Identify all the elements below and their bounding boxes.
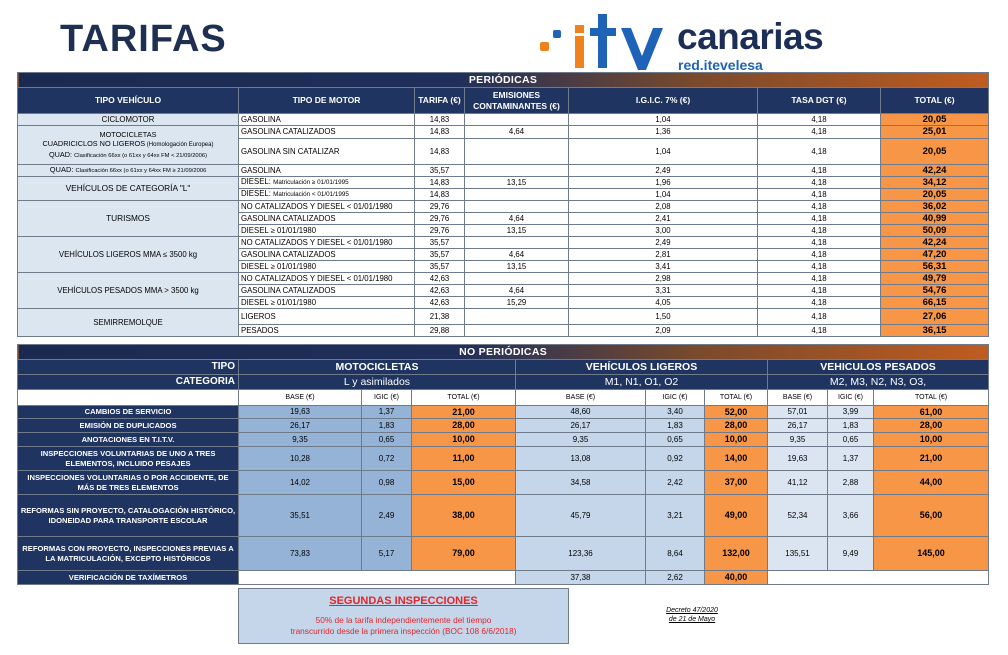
table-row [18, 471, 989, 495]
sub-header-base: BASE (€) [239, 390, 362, 406]
categoria-ligeros: M1, N1, O1, O2 [516, 375, 768, 390]
igic-cell: 1,83 [362, 419, 412, 433]
group-motocicletas-line2 [20, 139, 236, 150]
total-cell: 21,00 [874, 447, 989, 471]
emisiones-cell [465, 237, 569, 249]
igic-cell: 3,31 [569, 285, 758, 297]
tasa-cell: 4,18 [758, 225, 881, 237]
segundas-line-2: transcurrido desde la primera inspección (BOC 108 6/6/2018) [290, 626, 517, 637]
emisiones-cell: 4,64 [465, 249, 569, 261]
igic-cell: 2,81 [569, 249, 758, 261]
motor-cell: NO CATALIZADOS Y DIESEL < 01/01/1980 [239, 273, 415, 285]
motor-cell-a: DIESEL: [241, 177, 274, 187]
group-motocicletas [18, 126, 239, 165]
tipo-label: TIPO [18, 360, 239, 375]
motor-cell: DIESEL ≥ 01/01/1980 [239, 261, 415, 273]
blank-cell [18, 390, 239, 406]
emisiones-cell: 15,29 [465, 297, 569, 309]
group-ciclomotor: CICLOMOTOR [18, 114, 239, 126]
base-cell: 35,51 [239, 495, 362, 537]
motor-cell: GASOLINA SIN CATALIZAR [239, 139, 415, 165]
total-cell: 20,05 [881, 114, 989, 126]
total-cell: 44,00 [874, 471, 989, 495]
motor-cell [239, 177, 415, 189]
igic-cell: 0,65 [646, 433, 705, 447]
row-label: INSPECCIONES VOLUNTARIAS DE UNO A TRES ELEMENTOS, INCLUIDO PESAJES [18, 447, 239, 471]
igic-cell: 3,66 [828, 495, 874, 537]
tarifa-cell: 14,83 [415, 177, 465, 189]
emisiones-cell: 13,15 [465, 225, 569, 237]
base-cell: 52,34 [768, 495, 828, 537]
table-row [18, 201, 989, 213]
igic-cell: 1,37 [828, 447, 874, 471]
total-cell: 132,00 [705, 537, 768, 571]
igic-cell: 5,17 [362, 537, 412, 571]
base-cell: 41,12 [768, 471, 828, 495]
igic-cell: 1,50 [569, 309, 758, 325]
tarifa-cell: 29,76 [415, 213, 465, 225]
total-cell: 34,12 [881, 177, 989, 189]
row-label: REFORMAS SIN PROYECTO, CATALOGACIÓN HISTÓRICO, IDONEIDAD PARA TRANSPORTE ESCOLAR [18, 495, 239, 537]
table-row [18, 114, 989, 126]
base-cell: 123,36 [516, 537, 646, 571]
sub-header-total: TOTAL (€) [705, 390, 768, 406]
total-cell: 10,00 [412, 433, 516, 447]
table-row [18, 177, 989, 189]
igic-cell: 2,08 [569, 201, 758, 213]
table-row [18, 406, 989, 419]
emisiones-cell: 13,15 [465, 177, 569, 189]
tarifa-cell: 21,38 [415, 309, 465, 325]
sub-header-igic: IGIC (€) [646, 390, 705, 406]
igic-cell: 2,98 [569, 273, 758, 285]
total-cell: 36,15 [881, 325, 989, 337]
motor-cell: PESADOS [239, 325, 415, 337]
tarifa-cell: 14,83 [415, 139, 465, 165]
itv-canarias-logo [535, 12, 835, 74]
row-label: CAMBIOS DE SERVICIO [18, 406, 239, 419]
group-motocicletas-line3 [20, 150, 236, 160]
tasa-cell: 4,18 [758, 273, 881, 285]
segundas-inspecciones-text [239, 615, 568, 637]
motor-cell: NO CATALIZADOS Y DIESEL < 01/01/1980 [239, 237, 415, 249]
total-cell: 61,00 [874, 406, 989, 419]
emisiones-cell [465, 201, 569, 213]
tarifa-cell: 29,76 [415, 201, 465, 213]
tasa-cell: 4,18 [758, 177, 881, 189]
table-row [18, 537, 989, 571]
header-tipo-vehiculo: TIPO VEHÍCULO [18, 88, 239, 114]
group-quad-a: QUAD: [49, 165, 76, 175]
segundas-inspecciones-title: SEGUNDAS INSPECCIONES [329, 595, 478, 607]
table-row [18, 433, 989, 447]
categoria-label: CATEGORIA [18, 375, 239, 390]
logo-i-stem [575, 36, 584, 68]
base-cell: 10,28 [239, 447, 362, 471]
motor-cell: NO CATALIZADOS Y DIESEL < 01/01/1980 [239, 201, 415, 213]
total-cell: 38,00 [412, 495, 516, 537]
logo-v-shape [621, 28, 663, 70]
group-vehiculos-pesados: VEHÍCULOS PESADOS MMA > 3500 kg [18, 273, 239, 309]
tarifa-cell: 35,57 [415, 249, 465, 261]
tarifa-cell: 35,57 [415, 237, 465, 249]
tasa-cell: 4,18 [758, 249, 881, 261]
decreto-line-2: de 21 de Mayo [668, 616, 716, 624]
tasa-cell: 4,18 [758, 165, 881, 177]
header-emisiones: EMISIONES CONTAMINANTES (€) [465, 88, 569, 114]
igic-cell: 4,05 [569, 297, 758, 309]
motor-cell: GASOLINA CATALIZADOS [239, 126, 415, 139]
tasa-cell: 4,18 [758, 201, 881, 213]
igic-cell: 0,72 [362, 447, 412, 471]
total-cell: 10,00 [705, 433, 768, 447]
motor-cell: LIGEROS [239, 309, 415, 325]
sub-header-base: BASE (€) [768, 390, 828, 406]
base-cell: 19,63 [768, 447, 828, 471]
total-cell: 20,05 [881, 139, 989, 165]
emisiones-cell: 13,15 [465, 261, 569, 273]
group-quad-b: Clasificación 66xx (o 61xx y 64xx FM ≥ 21/09/2006 [75, 168, 207, 175]
total-cell: 20,05 [881, 189, 989, 201]
total-cell: 15,00 [412, 471, 516, 495]
sub-header-igic: IGIC (€) [362, 390, 412, 406]
tasa-cell: 4,18 [758, 237, 881, 249]
emisiones-cell: 4,64 [465, 285, 569, 297]
emisiones-cell [465, 325, 569, 337]
logo-dot-blue [553, 30, 561, 38]
emisiones-cell [465, 165, 569, 177]
logo-sub-text: red.itevelesa [678, 57, 763, 73]
total-cell: 49,00 [705, 495, 768, 537]
group-header-ligeros: VEHÍCULOS LIGEROS [516, 360, 768, 375]
decreto-line-1: Decreto 47/2020 [666, 607, 718, 614]
tarifa-cell: 14,83 [415, 114, 465, 126]
total-cell: 28,00 [705, 419, 768, 433]
igic-cell: 1,96 [569, 177, 758, 189]
total-cell: 40,00 [705, 571, 768, 585]
igic-cell: 2,49 [569, 237, 758, 249]
total-cell: 56,00 [874, 495, 989, 537]
segundas-line-1: 50% de la tarifa independientemente del tiempo [315, 615, 492, 625]
igic-cell: 2,49 [569, 165, 758, 177]
tasa-cell: 4,18 [758, 114, 881, 126]
categoria-motocicletas: L y asimilados [239, 375, 516, 390]
group-turismos: TURISMOS [18, 201, 239, 237]
igic-cell: 1,37 [362, 406, 412, 419]
motor-cell: GASOLINA [239, 114, 415, 126]
total-cell: 21,00 [412, 406, 516, 419]
total-cell: 56,31 [881, 261, 989, 273]
page-title: TARIFAS [60, 18, 227, 60]
empty-cell [768, 571, 989, 585]
igic-cell: 2,41 [569, 213, 758, 225]
tarifa-cell: 42,63 [415, 297, 465, 309]
tasa-cell: 4,18 [758, 139, 881, 165]
motor-cell-b: Matriculación < 01/01/1995 [273, 191, 349, 199]
no-periodicas-section-title: NO PERIÓDICAS [18, 345, 989, 360]
base-cell: 19,63 [239, 406, 362, 419]
group-motocicletas-line3b: Clasificación 66xx (o 61xx y 64xx FM < 21/09/2006) [74, 152, 208, 159]
logo-t-bar [590, 28, 616, 36]
tasa-cell: 4,18 [758, 261, 881, 273]
total-cell: 52,00 [705, 406, 768, 419]
tarifa-cell: 42,63 [415, 273, 465, 285]
header-tarifa: TARIFA (€) [415, 88, 465, 114]
categoria-pesados: M2, M3, N2, N3, O3, [768, 375, 989, 390]
row-label: EMISIÓN DE DUPLICADOS [18, 419, 239, 433]
base-cell: 9,35 [516, 433, 646, 447]
motor-cell: DIESEL ≥ 01/01/1980 [239, 225, 415, 237]
sub-header-total: TOTAL (€) [412, 390, 516, 406]
igic-cell: 0,92 [646, 447, 705, 471]
igic-cell: 2,49 [362, 495, 412, 537]
total-cell: 28,00 [412, 419, 516, 433]
total-cell: 47,20 [881, 249, 989, 261]
igic-cell: 1,04 [569, 114, 758, 126]
igic-cell: 3,99 [828, 406, 874, 419]
base-cell: 57,01 [768, 406, 828, 419]
tasa-cell: 4,18 [758, 213, 881, 225]
total-cell: 40,99 [881, 213, 989, 225]
emisiones-cell [465, 189, 569, 201]
header-tasa-dgt: TASA DGT (€) [758, 88, 881, 114]
emisiones-cell: 4,64 [465, 213, 569, 225]
total-cell: 42,24 [881, 165, 989, 177]
tarifa-cell: 29,76 [415, 225, 465, 237]
motor-cell [239, 189, 415, 201]
emisiones-cell [465, 114, 569, 126]
table-row [18, 447, 989, 471]
table-row [18, 309, 989, 325]
table-row [18, 126, 989, 139]
base-cell: 34,58 [516, 471, 646, 495]
base-cell: 26,17 [768, 419, 828, 433]
base-cell: 14,02 [239, 471, 362, 495]
table-row [18, 571, 989, 585]
igic-cell: 3,00 [569, 225, 758, 237]
igic-cell: 3,40 [646, 406, 705, 419]
periodicas-section-title: PERIÓDICAS [18, 73, 989, 88]
tasa-cell: 4,18 [758, 285, 881, 297]
base-cell: 9,35 [239, 433, 362, 447]
no-periodicas-table [17, 344, 989, 585]
group-semirremolque: SEMIRREMOLQUE [18, 309, 239, 337]
total-cell: 14,00 [705, 447, 768, 471]
row-label: REFORMAS CON PROYECTO, INSPECCIONES PREVIAS A LA MATRICULACIÓN, EXCEPTO HISTÓRICOS [18, 537, 239, 571]
table-row [18, 273, 989, 285]
row-label: INSPECCIONES VOLUNTARIAS O POR ACCIDENTE, DE MÁS DE TRES ELEMENTOS [18, 471, 239, 495]
base-cell: 45,79 [516, 495, 646, 537]
sub-header-total: TOTAL (€) [874, 390, 989, 406]
total-cell: 37,00 [705, 471, 768, 495]
igic-cell: 1,04 [569, 139, 758, 165]
tasa-cell: 4,18 [758, 189, 881, 201]
group-vehiculos-ligeros: VEHÍCULOS LIGEROS MMA ≤ 3500 kg [18, 237, 239, 273]
total-cell: 66,15 [881, 297, 989, 309]
motor-cell: GASOLINA CATALIZADOS [239, 285, 415, 297]
itv-logo-mark-icon [535, 12, 675, 74]
igic-cell: 8,64 [646, 537, 705, 571]
igic-cell: 1,36 [569, 126, 758, 139]
tasa-cell: 4,18 [758, 325, 881, 337]
row-label: ANOTACIONES EN T.I.T.V. [18, 433, 239, 447]
igic-cell: 1,04 [569, 189, 758, 201]
emisiones-cell: 4,64 [465, 126, 569, 139]
group-motocicletas-line2a: CUADRICICLOS NO LIGEROS [42, 139, 146, 149]
motor-cell: DIESEL ≥ 01/01/1980 [239, 297, 415, 309]
igic-cell: 0,65 [828, 433, 874, 447]
table-row [18, 165, 989, 177]
base-cell: 26,17 [239, 419, 362, 433]
base-cell: 9,35 [768, 433, 828, 447]
igic-cell: 1,83 [646, 419, 705, 433]
total-cell: 25,01 [881, 126, 989, 139]
table-row [18, 419, 989, 433]
logo-i-dot [575, 25, 584, 33]
decreto-note [632, 606, 752, 625]
motor-cell-a: DIESEL: [241, 189, 274, 199]
base-cell: 135,51 [768, 537, 828, 571]
base-cell: 26,17 [516, 419, 646, 433]
igic-cell: 2,62 [646, 571, 705, 585]
sub-header-igic: IGIC (€) [828, 390, 874, 406]
total-cell: 36,02 [881, 201, 989, 213]
tarifa-cell: 14,83 [415, 126, 465, 139]
header-igic: I.G.I.C. 7% (€) [569, 88, 758, 114]
emisiones-cell [465, 139, 569, 165]
table-row [18, 237, 989, 249]
group-header-motocicletas: MOTOCICLETAS [239, 360, 516, 375]
motor-cell: GASOLINA CATALIZADOS [239, 249, 415, 261]
igic-cell: 0,65 [362, 433, 412, 447]
igic-cell: 1,83 [828, 419, 874, 433]
logo-dot-orange [540, 42, 549, 51]
total-cell: 49,79 [881, 273, 989, 285]
tarifa-cell: 42,63 [415, 285, 465, 297]
group-motocicletas-line3a: QUAD: [48, 149, 75, 159]
tarifa-cell: 35,57 [415, 261, 465, 273]
igic-cell: 3,21 [646, 495, 705, 537]
segundas-inspecciones-box [238, 588, 569, 644]
group-motocicletas-line2b: (Homologación Europea) [145, 142, 214, 149]
row-label: VERIFICACIÓN DE TAXÍMETROS [18, 571, 239, 585]
total-cell: 10,00 [874, 433, 989, 447]
periodicas-table [17, 72, 989, 337]
base-cell: 13,08 [516, 447, 646, 471]
empty-cell [239, 571, 516, 585]
group-quad [18, 165, 239, 177]
header-tipo-motor: TIPO DE MOTOR [239, 88, 415, 114]
motor-cell-b: Matriculación ≥ 01/01/1995 [273, 179, 349, 187]
tasa-cell: 4,18 [758, 309, 881, 325]
emisiones-cell [465, 273, 569, 285]
base-cell: 37,38 [516, 571, 646, 585]
total-cell: 27,06 [881, 309, 989, 325]
table-row [18, 495, 989, 537]
igic-cell: 2,88 [828, 471, 874, 495]
total-cell: 54,76 [881, 285, 989, 297]
base-cell: 73,83 [239, 537, 362, 571]
group-categoria-l: VEHÍCULOS DE CATEGORÍA "L" [18, 177, 239, 201]
total-cell: 79,00 [412, 537, 516, 571]
tarifa-cell: 35,57 [415, 165, 465, 177]
sub-header-base: BASE (€) [516, 390, 646, 406]
igic-cell: 9,49 [828, 537, 874, 571]
tarifa-cell: 14,83 [415, 189, 465, 201]
total-cell: 11,00 [412, 447, 516, 471]
igic-cell: 2,09 [569, 325, 758, 337]
motor-cell: GASOLINA CATALIZADOS [239, 213, 415, 225]
emisiones-cell [465, 309, 569, 325]
total-cell: 28,00 [874, 419, 989, 433]
total-cell: 42,24 [881, 237, 989, 249]
tasa-cell: 4,18 [758, 126, 881, 139]
igic-cell: 3,41 [569, 261, 758, 273]
total-cell: 50,09 [881, 225, 989, 237]
group-motocicletas-line1: MOTOCICLETAS [99, 130, 157, 140]
total-cell: 145,00 [874, 537, 989, 571]
tarifa-cell: 29,88 [415, 325, 465, 337]
tasa-cell: 4,18 [758, 297, 881, 309]
group-header-pesados: VEHICULOS PESADOS [768, 360, 989, 375]
igic-cell: 2,42 [646, 471, 705, 495]
logo-t-stem [598, 14, 607, 68]
igic-cell: 0,98 [362, 471, 412, 495]
motor-cell: GASOLINA [239, 165, 415, 177]
logo-brand-text: canarias [677, 16, 824, 57]
header-total: TOTAL (€) [881, 88, 989, 114]
base-cell: 48,60 [516, 406, 646, 419]
